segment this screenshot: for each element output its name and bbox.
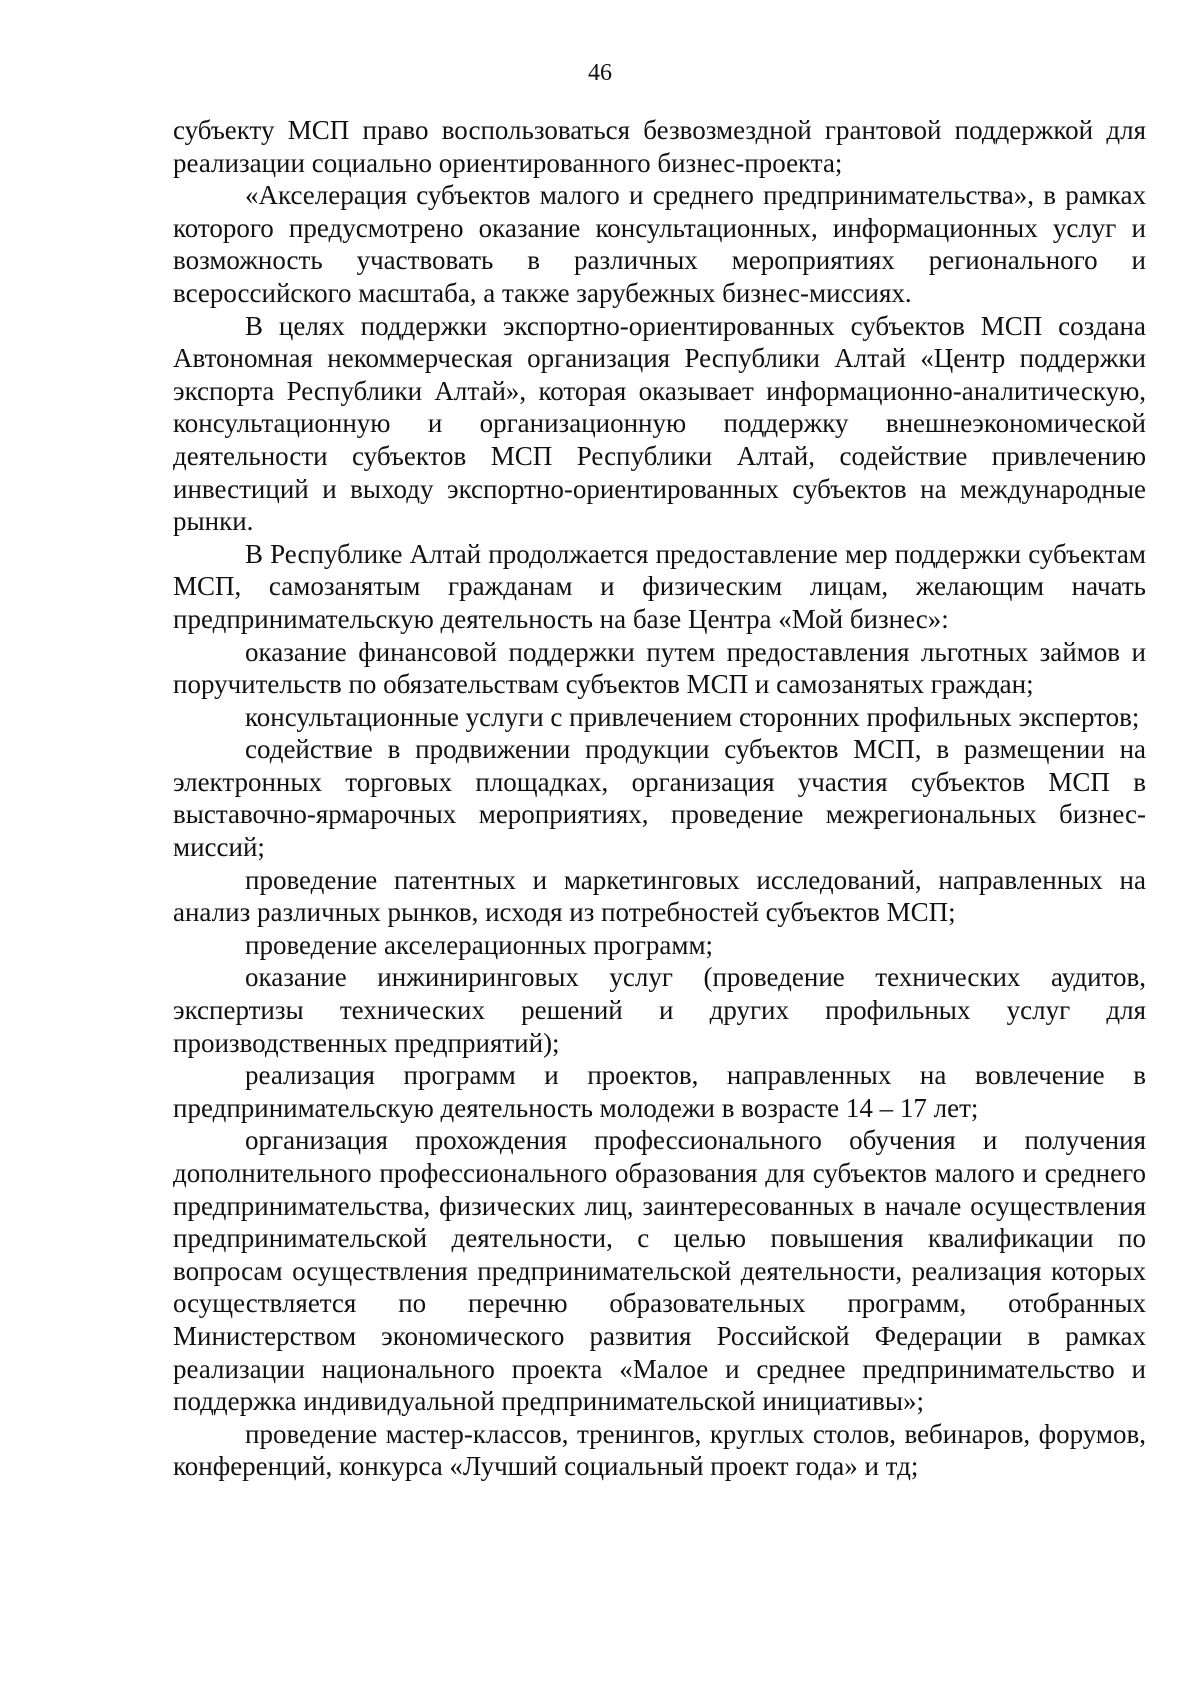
paragraph-12: организация прохождения профессионального обучения и получения дополнительного профессионального образования для субъектов малого и среднего предпринимательства, физических лиц, заинтересованных в начале осуществления предпринимательской деятельности, с целью повышения квалификации по вопросам осуществления предпринимательской деятельности, реализация которых осуществляется по перечню образовательных программ, отобранных Министерством экономического развития Российской Федерации в рамках реализации национального проекта «Малое и среднее предпринимательство и поддержка индивидуальной предпринимательской инициативы»;: [173, 1125, 1146, 1417]
paragraph-5: оказание финансовой поддержки путем предоставления льготных займов и поручительств по обязательствам субъектов МСП и самозанятых граждан;: [173, 636, 1146, 700]
paragraph-1: субъекту МСП право воспользоваться безвозмездной грантовой поддержкой для реализации социально ориентированного бизнес-проекта;: [173, 115, 1146, 178]
paragraph-13: проведение мастер-классов, тренингов, круглых столов, вебинаров, форумов, конференций, конкурса «Лучший социальный проект года» и тд;: [173, 1418, 1146, 1482]
paragraph-3: В целях поддержки экспортно-ориентированных субъектов МСП создана Автономная некоммерческая организация Республики Алтай «Центр поддержки экспорта Республики Алтай», которая оказывает информационно-аналитическую, консультационную и организационную поддержку внешнеэкономической деятельности субъектов МСП Республики Алтай, содействие привлечению инвестиций и выходу экспортно-ориентированных субъектов на международные рынки.: [173, 310, 1146, 537]
paragraph-8: проведение патентных и маркетинговых исследований, направленных на анализ различных рынков, исходя из потребностей субъектов МСП;: [173, 864, 1146, 928]
document-body: [173, 114, 1146, 1483]
paragraph-7: содействие в продвижении продукции субъектов МСП, в размещении на электронных торговых площадках, организация участия субъектов МСП в выставочно-ярмарочных мероприятиях, проведение межрегиональных бизнес-миссий;: [173, 734, 1146, 863]
paragraph-9: проведение акселерационных программ;: [245, 929, 714, 960]
paragraph-10: оказание инжиниринговых услуг (проведение технических аудитов, экспертизы технических решений и других профильных услуг для производственных предприятий);: [173, 962, 1146, 1058]
paragraph-6: консультационные услуги с привлечением сторонних профильных экспертов;: [245, 701, 1140, 732]
paragraph-11: реализация программ и проектов, направленных на вовлечение в предпринимательскую деятельность молодежи в возрасте 14 – 17 лет;: [173, 1060, 1146, 1123]
paragraph-4: В Республике Алтай продолжается предоставление мер поддержки субъектам МСП, самозанятым гражданам и физическим лицам, желающим начать предпринимательскую деятельность на базе Центра «Мой бизнес»:: [173, 538, 1146, 634]
page-number: 46: [588, 60, 612, 86]
paragraph-2: «Акселерация субъектов малого и среднего предпринимательства», в рамках которого предусмотрено оказание консультационных, информационных услуг и возможность участвовать в различных мероприятиях регионального и всероссийского масштаба, а также зарубежных бизнес-миссиях.: [173, 180, 1146, 308]
